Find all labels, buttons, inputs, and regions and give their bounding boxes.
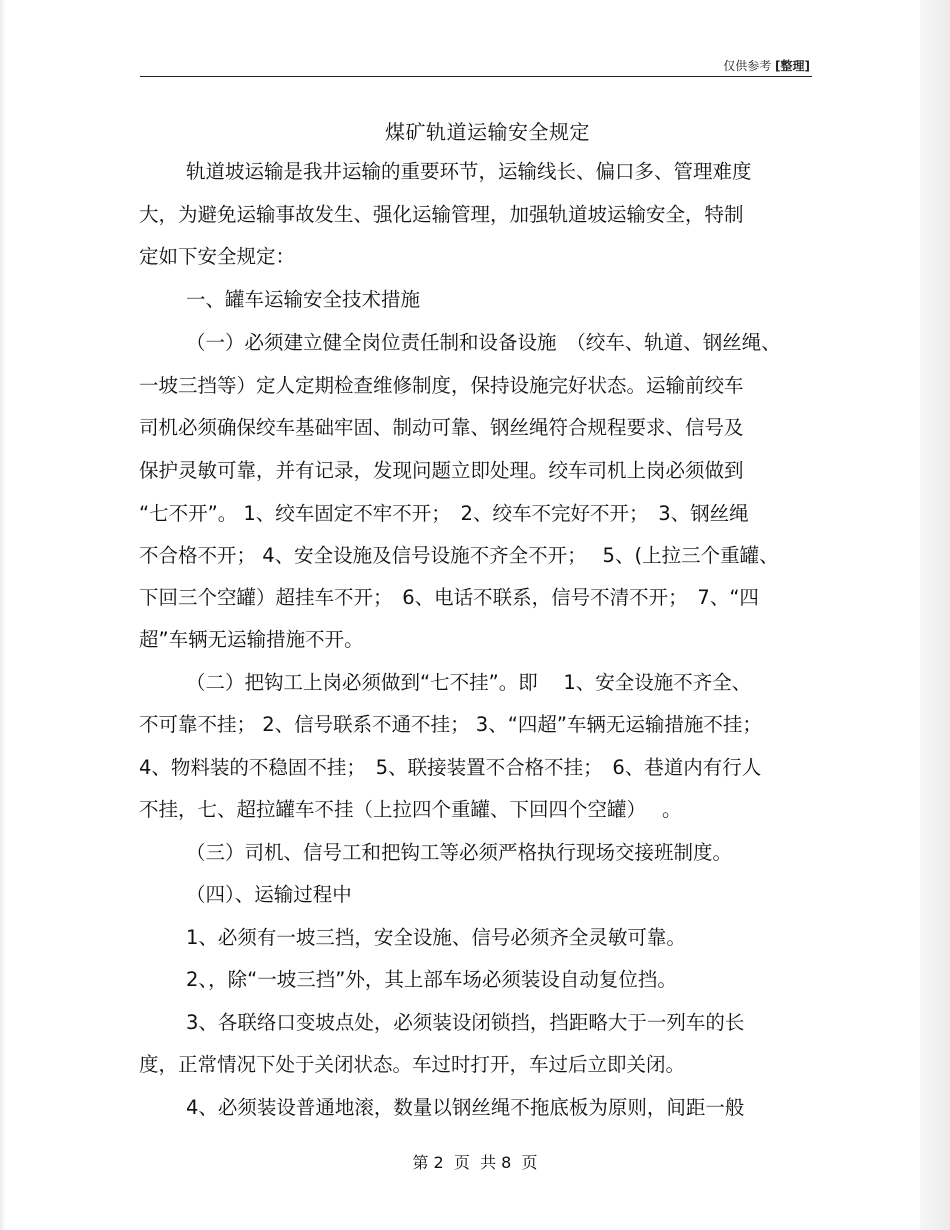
body-line-6: 一坡三挡等）定人定期检查维修制度，保持设施完好状态。运输前绞车	[139, 374, 744, 397]
body-line-21: 3、各联络口变坡点处，必须装设闭锁挡，挡距略大于一列车的长	[186, 1011, 745, 1034]
body-line-7: 司机必须确保绞车基础牢固、制动可靠、钢丝绳符合规程要求、信号及	[139, 416, 744, 439]
body-line-3: 定如下安全规定：	[139, 245, 296, 268]
header-reference-tag	[723, 57, 810, 74]
body-line-17: （三）司机、信号工和把钩工等必须严格执行现场交接班制度。	[186, 841, 733, 864]
body-line-2: 大，为避免运输事故发生、强化运输管理，加强轨道坡运输安全，特制	[139, 203, 744, 226]
header-tag-bold: [整理]	[775, 59, 810, 73]
subsection-heading-4: （四）、运输过程中	[186, 883, 352, 906]
body-line-13: （二）把钩工上岗必须做到“七不挂”。即 1、安全设施不齐全、	[186, 671, 752, 694]
page-edge-right	[920, 0, 950, 1230]
body-line-11: 下回三个空罐）超挂车不开； 6、电话不联系，信号不清不开； 7、“四	[139, 586, 759, 609]
body-line-5: （一）必须建立健全岗位责任制和设备设施 （绞车、轨道、钢丝绳、	[186, 331, 781, 354]
body-line-14: 不可靠不挂； 2、信号联系不通不挂； 3、“四超”车辆无运输措施不挂；	[139, 713, 762, 736]
document-title: 煤矿轨道运输安全规定	[385, 120, 590, 144]
body-line-1: 轨道坡运输是我井运输的重要环节，运输线长、偏口多、管理难度	[186, 160, 752, 183]
body-line-9: “七不开”。 1、绞车固定不牢不开； 2、绞车不完好不开； 3、钢丝绳	[139, 502, 749, 525]
body-line-10: 不合格不开； 4、安全设施及信号设施不齐全不开； 5、(上拉三个重罐、	[139, 544, 779, 567]
body-line-22: 度，正常情况下处于关闭状态。车过时打开，车过后立即关闭。	[139, 1053, 686, 1076]
body-line-23: 4、必须装设普通地滚，数量以钢丝绳不拖底板为原则，间距一般	[186, 1096, 745, 1119]
page-number-footer: 第 2 页 共 8 页	[412, 1153, 538, 1172]
body-line-15: 4、物料装的不稳固不挂； 5、联接装置不合格不挂； 6、巷道内有行人	[139, 756, 762, 779]
body-line-16: 不挂，七、超拉罐车不挂（上拉四个重罐、下回四个空罐） 。	[139, 798, 682, 821]
page-edge-left	[0, 0, 6, 1230]
section-heading-1: 一、罐车运输安全技术措施	[186, 288, 421, 311]
body-line-19: 1、必须有一坡三挡，安全设施、信号必须齐全灵敏可靠。	[186, 926, 686, 949]
body-line-20: 2、，除“一坡三挡”外，其上部车场必须装设自动复位挡。	[186, 968, 677, 991]
header-tag-text: 仅供参考	[723, 59, 776, 73]
header-divider	[140, 76, 812, 77]
body-line-12: 超”车辆无运输措施不开。	[139, 628, 364, 651]
body-line-8: 保护灵敏可靠，并有记录，发现问题立即处理。绞车司机上岗必须做到	[139, 459, 744, 482]
